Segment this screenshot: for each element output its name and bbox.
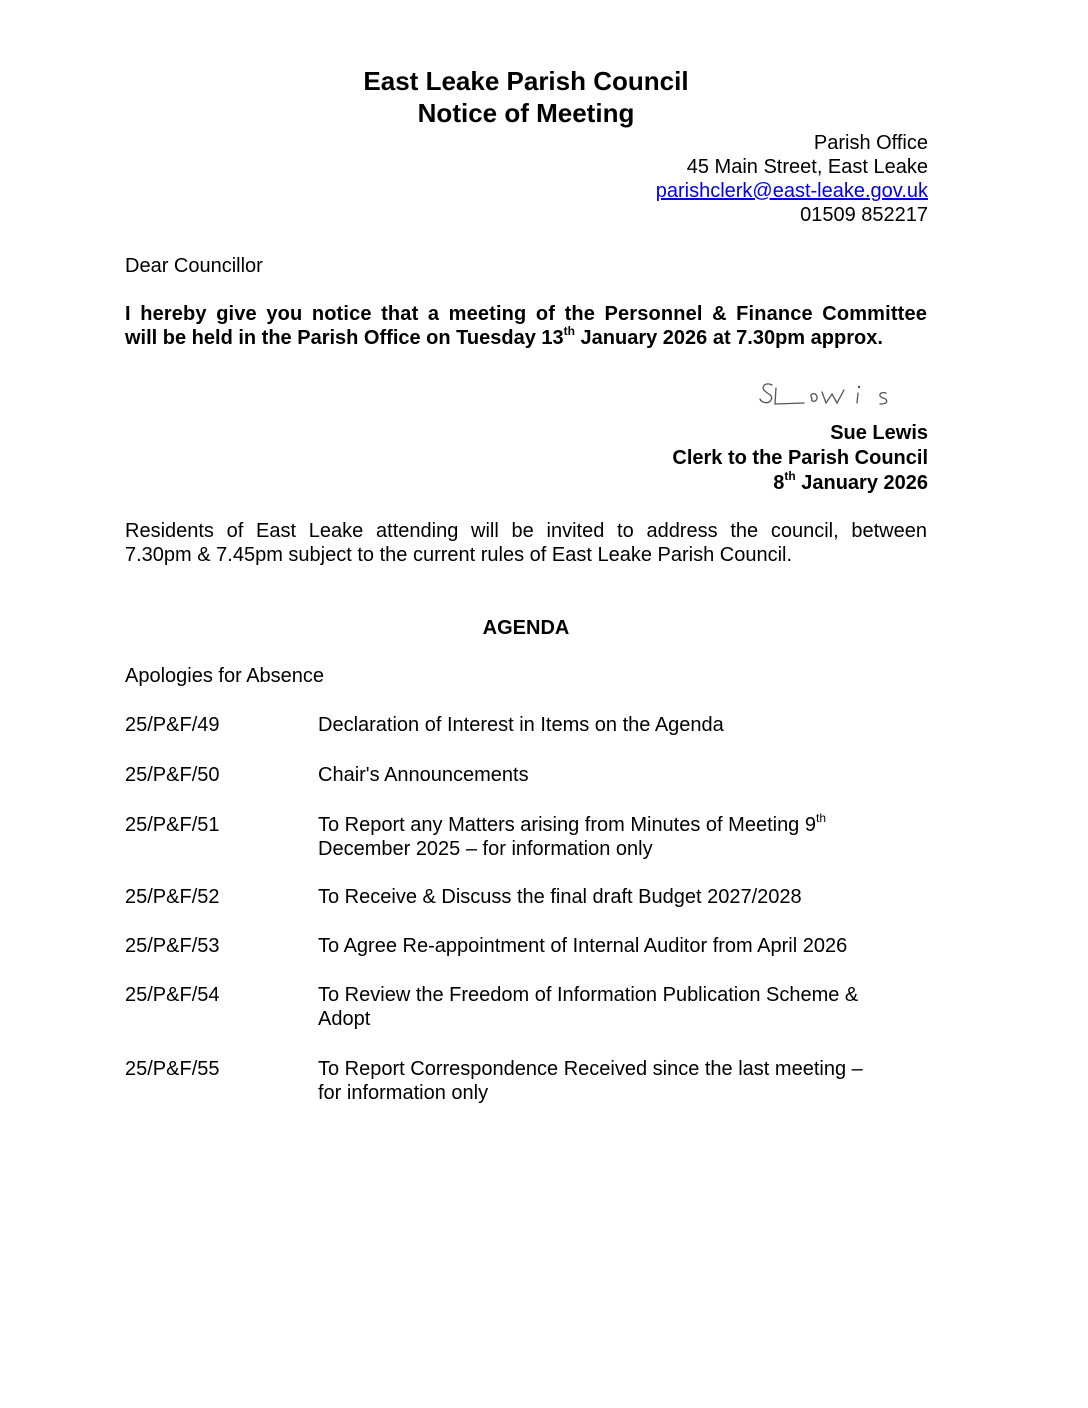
agenda-item-desc-line-2: for information only [318, 1082, 489, 1104]
address-phone: 01509 852217 [800, 204, 928, 226]
residents-note-line-2: 7.30pm & 7.45pm subject to the current rules of East Leake Parish Council. [125, 544, 793, 566]
agenda-item-ref: 25/P&F/54 [125, 984, 220, 1006]
agenda-item-desc-line-1: To Report Correspondence Received since the last meeting – [318, 1058, 863, 1080]
sign-date [773, 471, 928, 495]
clerk-name: Sue Lewis [830, 422, 928, 444]
salutation: Dear Councillor [125, 255, 263, 277]
sign-date-day: 8 [773, 472, 785, 494]
agenda-item-desc: Declaration of Interest in Items on the Agenda [318, 714, 724, 736]
sign-date-rest: January 2026 [795, 472, 928, 494]
agenda-item-desc: To Agree Re-appointment of Internal Auditor from April 2026 [318, 935, 848, 957]
agenda-item-ref: 25/P&F/49 [125, 714, 220, 736]
agenda-item-desc: Chair's Announcements [318, 764, 529, 786]
notice-line-2 [125, 326, 927, 350]
agenda-apologies: Apologies for Absence [125, 665, 325, 687]
sign-date-suffix: th [784, 469, 796, 484]
agenda-item-desc: To Receive & Discuss the final draft Budget 2027/2028 [318, 886, 802, 908]
email-link[interactable]: parishclerk@east-leake.gov.uk [655, 180, 928, 202]
agenda-item-desc [318, 813, 908, 861]
notice-line-1: I hereby give you notice that a meeting of the Personnel & Finance Committee [125, 303, 927, 325]
address-street: 45 Main Street, East Leake [686, 156, 928, 178]
notice-date-suffix: th [563, 324, 575, 339]
council-name: East Leake Parish Council [363, 66, 689, 96]
agenda-item-ref: 25/P&F/51 [125, 814, 220, 836]
notice-line-2-rest: January 2026 at 7.30pm approx. [574, 327, 883, 349]
address-email [656, 179, 928, 203]
agenda-item-date-suffix: th [816, 811, 827, 826]
address-office: Parish Office [813, 132, 928, 154]
agenda-item-desc-line-1: To Review the Freedom of Information Publication Scheme & [318, 984, 859, 1006]
agenda-heading: AGENDA [482, 617, 570, 639]
handwritten-signature [758, 376, 924, 412]
agenda-item-desc [318, 983, 908, 1031]
notice-title: Notice of Meeting [417, 98, 635, 128]
notice-line-2-text: will be held in the Parish Office on Tuesday 13 [125, 327, 564, 349]
agenda-item-desc-line-1: To Report any Matters arising from Minutes of Meeting 9 [318, 814, 816, 836]
agenda-item-ref: 25/P&F/50 [125, 764, 220, 786]
agenda-item-ref: 25/P&F/52 [125, 886, 220, 908]
residents-note-line-1: Residents of East Leake attending will be invited to address the council, between [125, 520, 927, 542]
agenda-item-desc-line-2: Adopt [318, 1008, 371, 1030]
clerk-role: Clerk to the Parish Council [672, 447, 928, 469]
agenda-item-ref: 25/P&F/53 [125, 935, 220, 957]
agenda-item-desc [318, 1057, 908, 1105]
agenda-item-desc-line-2: December 2025 – for information only [318, 838, 653, 860]
agenda-item-ref: 25/P&F/55 [125, 1058, 220, 1080]
